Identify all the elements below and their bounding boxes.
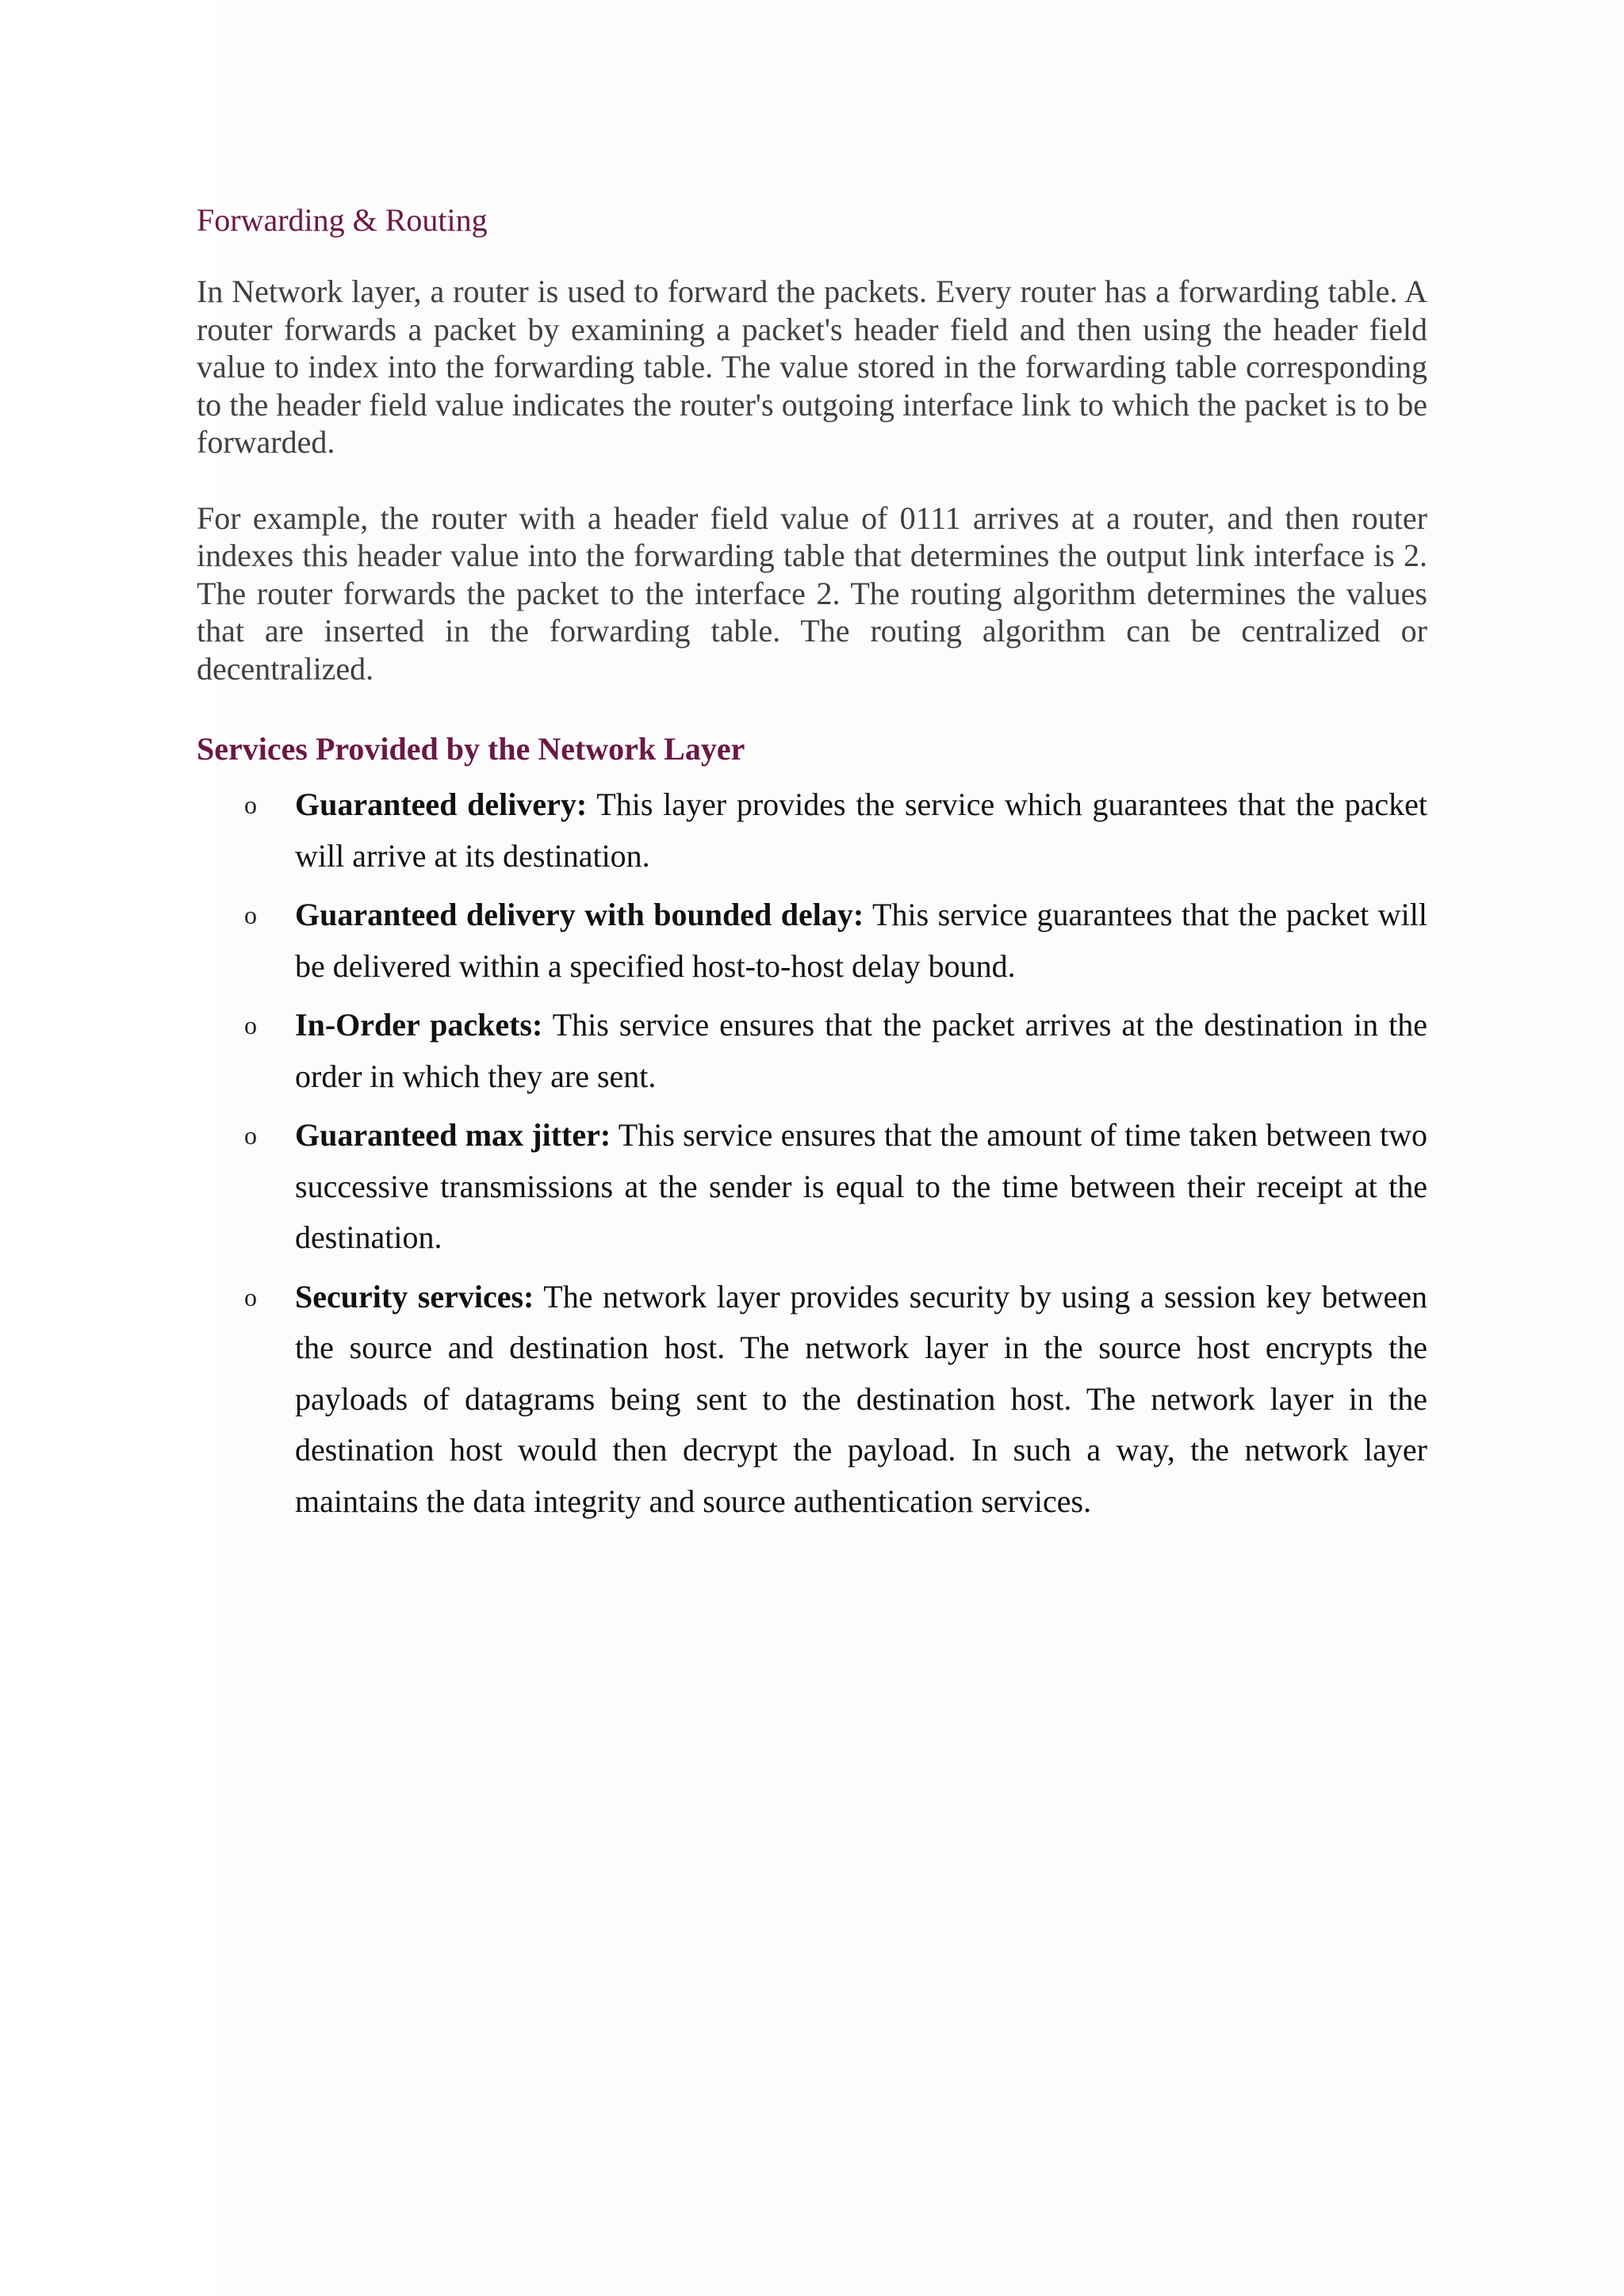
service-name: Guaranteed delivery: bbox=[295, 786, 588, 822]
service-name: Guaranteed delivery with bounded delay: bbox=[295, 897, 864, 932]
paragraph-example: For example, the router with a header field value of 0111 arrives at a router, and then router indexes this header value into the forwarding table that determines the output link interface is 2. The router forwards the packet to the interface 2. The routing algorithm determines the values that are inserted in the forwarding table. The routing algorithm can be centralized or decentralized. bbox=[197, 499, 1427, 687]
service-item-security-services bbox=[197, 1272, 1427, 1528]
services-heading: Services Provided by the Network Layer bbox=[197, 731, 745, 767]
service-name: Security services: bbox=[295, 1278, 534, 1314]
bullet-icon: o bbox=[244, 901, 257, 929]
paragraph-forwarding: In Network layer, a router is used to forward the packets. Every router has a forwarding table. A router forwards a packet by examining a packet's header field and then using the header field value to index into the forwarding table. The value stored in the forwarding table corresponding to the header field value indicates the router's outgoing interface link to which the packet is to be forwarded. bbox=[197, 274, 1427, 460]
service-item-max-jitter bbox=[197, 1110, 1427, 1264]
bullet-icon: o bbox=[244, 1282, 257, 1311]
section-title-forwarding-routing: Forwarding & Routing bbox=[197, 202, 488, 238]
service-description: The network layer provides security by using a session key between the source and destination host. The network layer in the source host encrypts the payloads of datagrams being sent to the destination host. The network layer in the destination host would then decrypt the payload. In such a way, the network layer maintains the data integrity and source authentication services. bbox=[295, 1278, 1427, 1519]
bullet-icon: o bbox=[244, 1011, 257, 1039]
service-description: This layer provides the service which guarantees that the packet will arrive at its destination. bbox=[295, 786, 1427, 874]
service-name: In-Order packets: bbox=[295, 1007, 543, 1043]
service-description: This service guarantees that the packet will be delivered within a specified host-to-host delay bound. bbox=[295, 897, 1427, 984]
service-item-bounded-delay bbox=[197, 890, 1427, 992]
service-description: This service ensures that the amount of time taken between two successive transmissions at the sender is equal to the time between their receipt at the destination. bbox=[295, 1117, 1427, 1255]
bullet-icon: o bbox=[244, 1121, 257, 1150]
services-list bbox=[197, 779, 1427, 1527]
service-description: This service ensures that the packet arrives at the destination in the order in which they are sent. bbox=[295, 1007, 1427, 1094]
service-item-in-order-packets bbox=[197, 1000, 1427, 1102]
document-body bbox=[197, 197, 1427, 1535]
service-item-guaranteed-delivery bbox=[197, 779, 1427, 882]
bullet-icon: o bbox=[244, 790, 257, 819]
service-name: Guaranteed max jitter: bbox=[295, 1117, 611, 1153]
